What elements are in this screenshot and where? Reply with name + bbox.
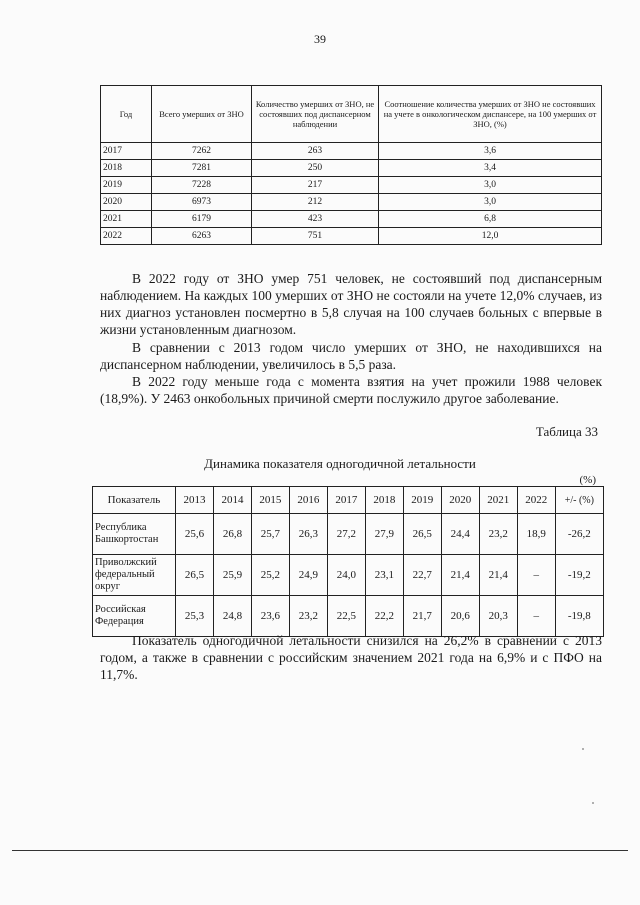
table-cell: 27,2 — [327, 514, 365, 555]
table-cell: 7262 — [152, 143, 252, 160]
paragraph-text: В 2022 году от ЗНО умер 751 человек, не состоявший под диспансерным наблюдением. На каждых 100 умерших от ЗНО не состояли на учете 12,0% случаев, из них диагноз установлен посмертно в 5,8 случая на 100 случаев больных с впервые в жизни установленным диагнозом. — [100, 271, 602, 337]
table-cell: 3,0 — [379, 194, 602, 211]
table-cell: 24,9 — [289, 555, 327, 596]
table-row — [101, 177, 602, 194]
paragraph — [100, 270, 602, 338]
table-cell: – — [517, 555, 555, 596]
speck-mark — [592, 802, 594, 804]
header-cell: Показатель — [93, 487, 176, 514]
table-cell: 22,7 — [403, 555, 441, 596]
table-cell: 6179 — [152, 211, 252, 228]
table-cell: 20,6 — [441, 596, 479, 637]
table-cell: 2017 — [101, 143, 152, 160]
header-cell: 2020 — [441, 487, 479, 514]
table-header-row — [93, 487, 604, 514]
header-cell: 2021 — [479, 487, 517, 514]
header-cell: 2015 — [251, 487, 289, 514]
header-cell: Количество умерших от ЗНО, не состоявших под диспансерном наблюдении — [252, 86, 379, 143]
header-cell: 2018 — [365, 487, 403, 514]
table-cell: 7228 — [152, 177, 252, 194]
table-cell: 21,7 — [403, 596, 441, 637]
table-cell: 23,2 — [479, 514, 517, 555]
speck-mark — [582, 748, 584, 750]
table-cell: 2022 — [101, 228, 152, 245]
table-row — [93, 596, 604, 637]
table-cell: 25,9 — [213, 555, 251, 596]
table-cell: -19,2 — [555, 555, 603, 596]
table-cell: 26,5 — [176, 555, 214, 596]
table-cell: 20,3 — [479, 596, 517, 637]
table-cell: Республика Башкортостан — [93, 514, 176, 555]
table-cell: 2021 — [101, 211, 152, 228]
table-cell: 212 — [252, 194, 379, 211]
table-cell: 250 — [252, 160, 379, 177]
table-cell: -26,2 — [555, 514, 603, 555]
table-cell: 3,4 — [379, 160, 602, 177]
table-cell: 12,0 — [379, 228, 602, 245]
table-cell: 2019 — [101, 177, 152, 194]
table-cell: 25,7 — [251, 514, 289, 555]
table-row — [101, 160, 602, 177]
table-cell: Приволжский федеральный округ — [93, 555, 176, 596]
paragraph — [100, 373, 602, 407]
footer-rule — [12, 850, 628, 851]
table-cell: 22,2 — [365, 596, 403, 637]
table-header-row — [101, 86, 602, 143]
table-cell: – — [517, 596, 555, 637]
table-cell: 25,2 — [251, 555, 289, 596]
table-cell: 423 — [252, 211, 379, 228]
table-row — [93, 555, 604, 596]
table-cell: 23,2 — [289, 596, 327, 637]
table-row — [101, 211, 602, 228]
table-cell: 24,4 — [441, 514, 479, 555]
table-cell: Российская Федерация — [93, 596, 176, 637]
table-cell: 25,3 — [176, 596, 214, 637]
table-cell: 3,0 — [379, 177, 602, 194]
table-cell: 23,6 — [251, 596, 289, 637]
table-title: Динамика показателя одногодичной летальности — [204, 456, 476, 471]
header-cell: 2019 — [403, 487, 441, 514]
table-cell: 25,6 — [176, 514, 214, 555]
table-row — [101, 143, 602, 160]
table-row — [101, 228, 602, 245]
header-cell: +/- (%) — [555, 487, 603, 514]
table-cell: 21,4 — [441, 555, 479, 596]
paragraph — [100, 339, 602, 373]
table-cell: 24,0 — [327, 555, 365, 596]
table-cell: 21,4 — [479, 555, 517, 596]
header-cell: Год — [101, 86, 152, 143]
page-number: 39 — [314, 32, 326, 46]
header-cell: Всего умерших от ЗНО — [152, 86, 252, 143]
table-cell: 26,3 — [289, 514, 327, 555]
unit-label: (%) — [579, 474, 596, 486]
header-cell: 2014 — [213, 487, 251, 514]
lethality-table — [92, 486, 604, 637]
table-cell: 2020 — [101, 194, 152, 211]
table-cell: 217 — [252, 177, 379, 194]
table-cell: 7281 — [152, 160, 252, 177]
table-cell: 751 — [252, 228, 379, 245]
table-cell: 22,5 — [327, 596, 365, 637]
header-cell: 2016 — [289, 487, 327, 514]
paragraph-text: Показатель одногодичной летальности снизился на 26,2% в сравнении с 2013 годом, а также в сравнении с российским значением 2021 года на 6,9% и с ПФО на 11,7%. — [100, 633, 602, 682]
header-cell: 2013 — [176, 487, 214, 514]
table-cell: 6973 — [152, 194, 252, 211]
deaths-table — [100, 85, 602, 245]
paragraph — [100, 632, 602, 683]
table-row — [93, 514, 604, 555]
table-cell: 26,8 — [213, 514, 251, 555]
table-cell: 18,9 — [517, 514, 555, 555]
table-cell: 24,8 — [213, 596, 251, 637]
table-cell: 26,5 — [403, 514, 441, 555]
table-cell: 3,6 — [379, 143, 602, 160]
table-cell: 6,8 — [379, 211, 602, 228]
table-row — [101, 194, 602, 211]
table-cell: 6263 — [152, 228, 252, 245]
table-number: Таблица 33 — [535, 424, 598, 439]
header-cell: 2017 — [327, 487, 365, 514]
header-cell: 2022 — [517, 487, 555, 514]
table-cell: -19,8 — [555, 596, 603, 637]
header-cell: Соотношение количества умерших от ЗНО не состоявших на учете в онкологическом диспансере, на 100 умерших от ЗНО, (%) — [379, 86, 602, 143]
paragraph-text: В 2022 году меньше года с момента взятия на учет прожили 1988 человек (18,9%). У 2463 онкобольных причиной смерти послужило другое заболевание. — [100, 374, 602, 406]
table-cell: 23,1 — [365, 555, 403, 596]
table-cell: 27,9 — [365, 514, 403, 555]
paragraph-text: В сравнении с 2013 годом число умерших от ЗНО, не находившихся на диспансерном наблюдении, увеличилось в 5,5 раза. — [100, 340, 602, 372]
table-cell: 263 — [252, 143, 379, 160]
table-cell: 2018 — [101, 160, 152, 177]
